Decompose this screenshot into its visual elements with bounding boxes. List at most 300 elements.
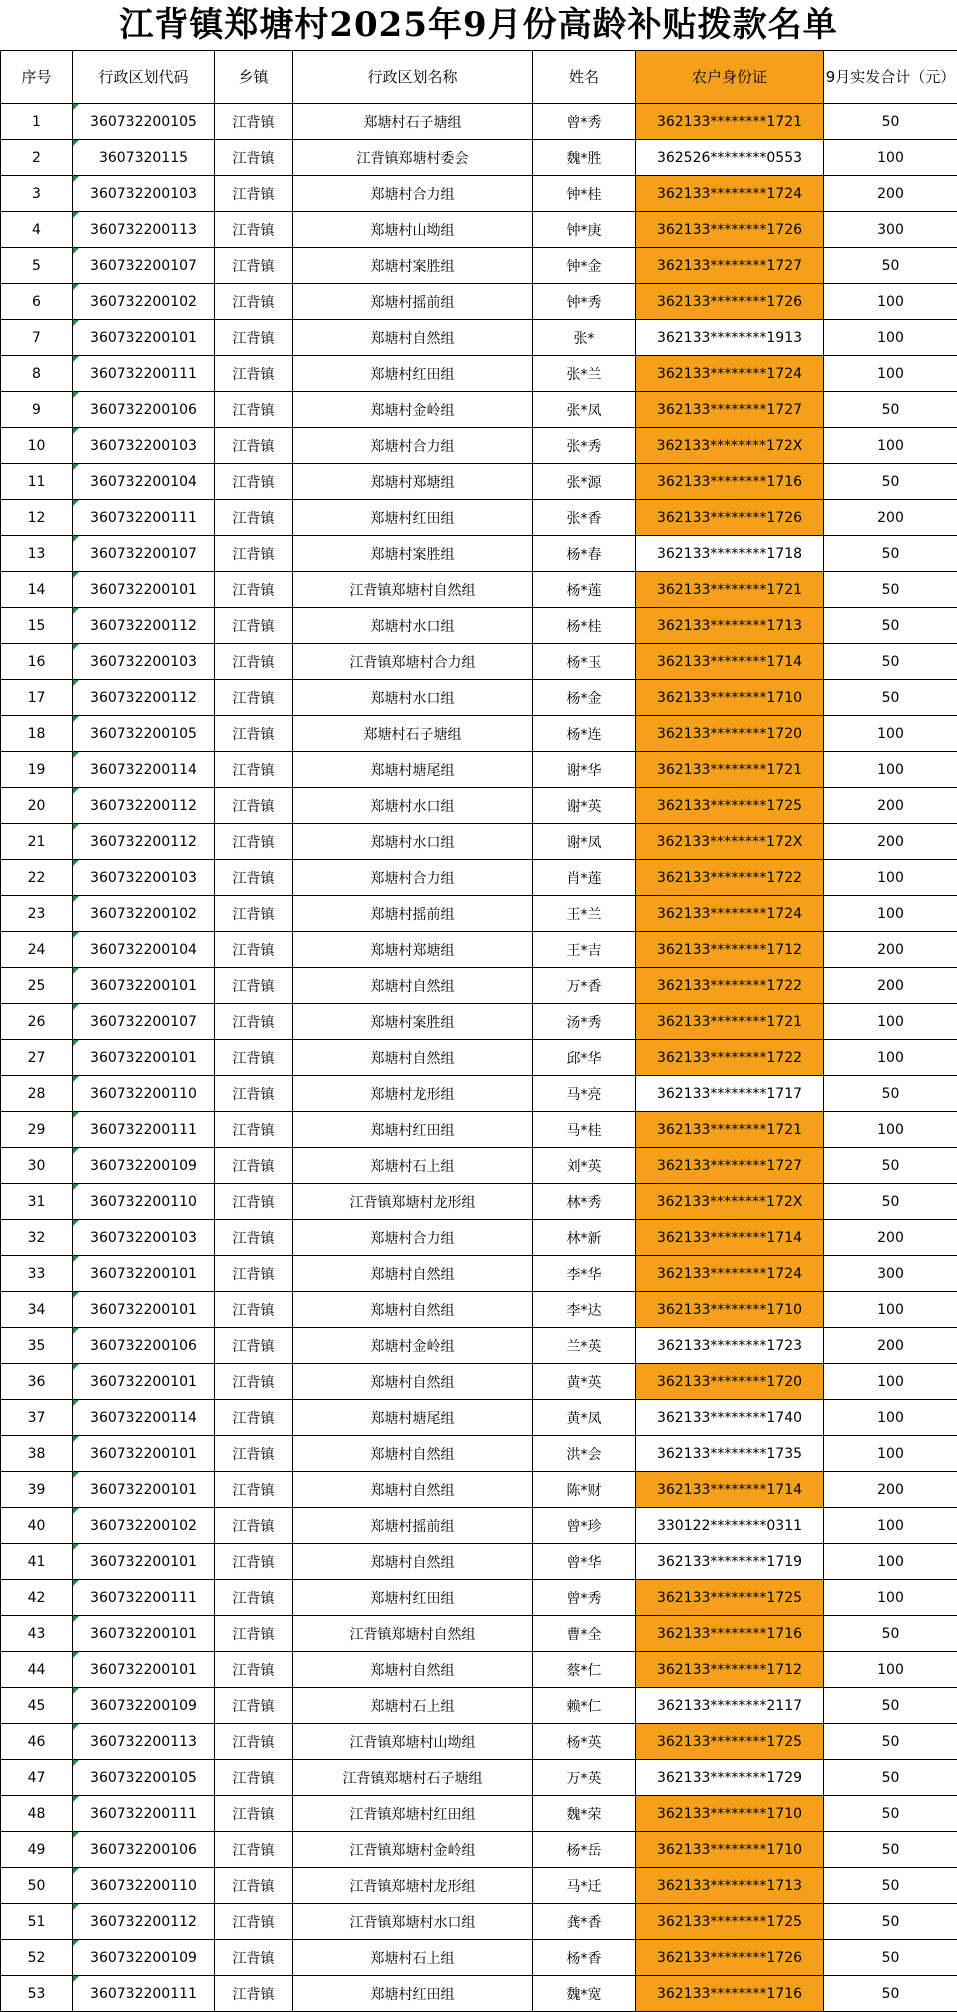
cell-town: 江背镇 [215, 1328, 293, 1364]
cell-id-number: 362133********1726 [636, 1940, 824, 1976]
table-row [1, 104, 957, 140]
cell-town: 江背镇 [215, 1976, 293, 2012]
table-row [1, 1940, 957, 1976]
table-row [1, 1688, 957, 1724]
cell-amount: 100 [824, 140, 957, 176]
cell-region-code: 360732200101 [73, 320, 215, 356]
cell-id-number: 362133********172X [636, 824, 824, 860]
cell-name: 肖*莲 [533, 860, 636, 896]
cell-amount: 100 [824, 428, 957, 464]
cell-town: 江背镇 [215, 644, 293, 680]
cell-town: 江背镇 [215, 1868, 293, 1904]
table-row [1, 1652, 957, 1688]
cell-amount: 100 [824, 1436, 957, 1472]
cell-index: 42 [1, 1580, 73, 1616]
cell-name: 林*新 [533, 1220, 636, 1256]
table-row [1, 284, 957, 320]
header-amount: 9月实发合计（元） [824, 51, 957, 104]
cell-town: 江背镇 [215, 932, 293, 968]
cell-index: 25 [1, 968, 73, 1004]
cell-amount: 100 [824, 1508, 957, 1544]
cell-amount: 100 [824, 1040, 957, 1076]
cell-id-number: 362133********1712 [636, 1652, 824, 1688]
cell-id-number: 362133********1721 [636, 104, 824, 140]
cell-town: 江背镇 [215, 356, 293, 392]
cell-id-number: 362133********1727 [636, 248, 824, 284]
cell-amount: 100 [824, 284, 957, 320]
cell-index: 17 [1, 680, 73, 716]
table-row [1, 356, 957, 392]
cell-region-code: 360732200101 [73, 968, 215, 1004]
cell-amount: 100 [824, 752, 957, 788]
cell-index: 32 [1, 1220, 73, 1256]
cell-name: 马*桂 [533, 1112, 636, 1148]
cell-id-number: 362133********2117 [636, 1688, 824, 1724]
cell-town: 江背镇 [215, 1184, 293, 1220]
cell-region-name: 江背镇郑塘村红田组 [293, 1796, 533, 1832]
cell-name: 曾*秀 [533, 104, 636, 140]
cell-name: 李*华 [533, 1256, 636, 1292]
cell-town: 江背镇 [215, 1508, 293, 1544]
cell-region-name: 郑塘村自然组 [293, 1544, 533, 1580]
table-row [1, 932, 957, 968]
table-row [1, 1004, 957, 1040]
cell-name: 曹*全 [533, 1616, 636, 1652]
cell-index: 22 [1, 860, 73, 896]
cell-town: 江背镇 [215, 1076, 293, 1112]
cell-id-number: 362133********1716 [636, 1976, 824, 2012]
cell-town: 江背镇 [215, 1400, 293, 1436]
table-row [1, 788, 957, 824]
cell-index: 31 [1, 1184, 73, 1220]
table-row [1, 536, 957, 572]
cell-region-name: 郑塘村石上组 [293, 1940, 533, 1976]
cell-town: 江背镇 [215, 1292, 293, 1328]
cell-town: 江背镇 [215, 608, 293, 644]
table-row [1, 1292, 957, 1328]
cell-id-number: 362133********1729 [636, 1760, 824, 1796]
cell-region-name: 江背镇郑塘村委会 [293, 140, 533, 176]
table-row [1, 680, 957, 716]
cell-region-code: 360732200111 [73, 500, 215, 536]
document-title: 江背镇郑塘村2025年9月份高龄补贴拨款名单 [119, 5, 838, 45]
cell-region-name: 郑塘村红田组 [293, 1976, 533, 2012]
cell-region-code: 360732200103 [73, 644, 215, 680]
cell-town: 江背镇 [215, 752, 293, 788]
cell-region-name: 郑塘村塘尾组 [293, 1400, 533, 1436]
cell-town: 江背镇 [215, 1652, 293, 1688]
cell-index: 23 [1, 896, 73, 932]
cell-name: 汤*秀 [533, 1004, 636, 1040]
cell-town: 江背镇 [215, 1112, 293, 1148]
cell-id-number: 362133********1723 [636, 1328, 824, 1364]
cell-town: 江背镇 [215, 572, 293, 608]
table-row [1, 824, 957, 860]
cell-town: 江背镇 [215, 1544, 293, 1580]
table-row [1, 1868, 957, 1904]
cell-id-number: 362133********1721 [636, 752, 824, 788]
cell-amount: 50 [824, 392, 957, 428]
cell-id-number: 362133********1725 [636, 1580, 824, 1616]
cell-region-name: 郑塘村水口组 [293, 608, 533, 644]
cell-name: 兰*英 [533, 1328, 636, 1364]
cell-amount: 50 [824, 1868, 957, 1904]
cell-region-code: 360732200106 [73, 1328, 215, 1364]
cell-amount: 50 [824, 1184, 957, 1220]
cell-index: 41 [1, 1544, 73, 1580]
table-row [1, 1112, 957, 1148]
cell-index: 49 [1, 1832, 73, 1868]
cell-region-code: 360732200111 [73, 356, 215, 392]
cell-amount: 50 [824, 1148, 957, 1184]
header-region-code: 行政区划代码 [73, 51, 215, 104]
table-row [1, 1148, 957, 1184]
cell-amount: 50 [824, 464, 957, 500]
cell-region-code: 360732200105 [73, 1760, 215, 1796]
table-row [1, 1544, 957, 1580]
cell-region-code: 360732200110 [73, 1868, 215, 1904]
cell-region-code: 360732200105 [73, 716, 215, 752]
cell-name: 杨*桂 [533, 608, 636, 644]
cell-town: 江背镇 [215, 536, 293, 572]
cell-region-name: 江背镇郑塘村自然组 [293, 572, 533, 608]
cell-region-name: 郑塘村水口组 [293, 824, 533, 860]
cell-index: 52 [1, 1940, 73, 1976]
cell-region-code: 360732200109 [73, 1148, 215, 1184]
cell-amount: 100 [824, 1292, 957, 1328]
cell-town: 江背镇 [215, 1472, 293, 1508]
cell-amount: 50 [824, 608, 957, 644]
cell-town: 江背镇 [215, 680, 293, 716]
table-row [1, 500, 957, 536]
table-row [1, 428, 957, 464]
cell-index: 3 [1, 176, 73, 212]
cell-amount: 50 [824, 1976, 957, 2012]
table-body [1, 104, 957, 2012]
cell-town: 江背镇 [215, 824, 293, 860]
cell-region-code: 360732200109 [73, 1688, 215, 1724]
cell-region-name: 郑塘村自然组 [293, 968, 533, 1004]
cell-region-name: 郑塘村摇前组 [293, 1508, 533, 1544]
cell-name: 钟*秀 [533, 284, 636, 320]
cell-index: 53 [1, 1976, 73, 2012]
header-region-name: 行政区划名称 [293, 51, 533, 104]
cell-id-number: 362133********1727 [636, 392, 824, 428]
table-row [1, 392, 957, 428]
cell-region-name: 郑塘村合力组 [293, 860, 533, 896]
cell-region-code: 360732200105 [73, 104, 215, 140]
cell-id-number: 362133********1722 [636, 968, 824, 1004]
cell-town: 江背镇 [215, 1940, 293, 1976]
cell-amount: 200 [824, 932, 957, 968]
cell-region-code: 360732200110 [73, 1184, 215, 1220]
cell-name: 曾*秀 [533, 1580, 636, 1616]
cell-amount: 50 [824, 644, 957, 680]
cell-name: 杨*春 [533, 536, 636, 572]
cell-id-number: 330122********0311 [636, 1508, 824, 1544]
cell-name: 洪*会 [533, 1436, 636, 1472]
cell-index: 4 [1, 212, 73, 248]
cell-index: 6 [1, 284, 73, 320]
cell-name: 钟*桂 [533, 176, 636, 212]
cell-index: 37 [1, 1400, 73, 1436]
cell-town: 江背镇 [215, 1796, 293, 1832]
cell-index: 44 [1, 1652, 73, 1688]
table-row [1, 1796, 957, 1832]
cell-id-number: 362133********1710 [636, 1796, 824, 1832]
cell-town: 江背镇 [215, 320, 293, 356]
cell-town: 江背镇 [215, 212, 293, 248]
table-row [1, 572, 957, 608]
cell-name: 黄*英 [533, 1364, 636, 1400]
cell-id-number: 362133********172X [636, 1184, 824, 1220]
cell-region-name: 郑塘村金岭组 [293, 1328, 533, 1364]
table-row [1, 968, 957, 1004]
table-row [1, 1832, 957, 1868]
cell-region-name: 郑塘村红田组 [293, 500, 533, 536]
cell-region-code: 360732200107 [73, 1004, 215, 1040]
cell-region-code: 360732200111 [73, 1796, 215, 1832]
cell-name: 张*秀 [533, 428, 636, 464]
cell-region-name: 郑塘村摇前组 [293, 896, 533, 932]
cell-region-code: 360732200101 [73, 1292, 215, 1328]
cell-region-code: 360732200106 [73, 1832, 215, 1868]
cell-region-code: 360732200103 [73, 176, 215, 212]
cell-region-code: 360732200114 [73, 752, 215, 788]
cell-name: 谢*凤 [533, 824, 636, 860]
cell-name: 张*兰 [533, 356, 636, 392]
cell-region-name: 郑塘村红田组 [293, 1580, 533, 1616]
cell-name: 魏*胜 [533, 140, 636, 176]
cell-amount: 50 [824, 1076, 957, 1112]
cell-region-code: 360732200113 [73, 212, 215, 248]
cell-region-name: 郑塘村自然组 [293, 1292, 533, 1328]
table-row [1, 608, 957, 644]
cell-amount: 100 [824, 320, 957, 356]
cell-town: 江背镇 [215, 1904, 293, 1940]
cell-id-number: 362133********1740 [636, 1400, 824, 1436]
cell-region-code: 360732200114 [73, 1400, 215, 1436]
cell-name: 张*凤 [533, 392, 636, 428]
cell-id-number: 362133********1714 [636, 1220, 824, 1256]
cell-index: 7 [1, 320, 73, 356]
cell-region-name: 江背镇郑塘村龙形组 [293, 1184, 533, 1220]
cell-town: 江背镇 [215, 464, 293, 500]
cell-town: 江背镇 [215, 104, 293, 140]
cell-region-code: 360732200101 [73, 1544, 215, 1580]
cell-town: 江背镇 [215, 1364, 293, 1400]
cell-index: 16 [1, 644, 73, 680]
cell-region-name: 江背镇郑塘村自然组 [293, 1616, 533, 1652]
cell-amount: 100 [824, 1364, 957, 1400]
cell-region-name: 郑塘村水口组 [293, 788, 533, 824]
cell-name: 谢*华 [533, 752, 636, 788]
cell-name: 王*兰 [533, 896, 636, 932]
cell-index: 11 [1, 464, 73, 500]
table-row [1, 1328, 957, 1364]
cell-amount: 200 [824, 968, 957, 1004]
cell-region-name: 郑塘村石上组 [293, 1148, 533, 1184]
cell-town: 江背镇 [215, 1148, 293, 1184]
cell-name: 曾*华 [533, 1544, 636, 1580]
cell-amount: 50 [824, 104, 957, 140]
cell-name: 李*达 [533, 1292, 636, 1328]
cell-region-code: 360732200112 [73, 608, 215, 644]
cell-region-code: 360732200103 [73, 1220, 215, 1256]
cell-id-number: 362133********1710 [636, 680, 824, 716]
cell-region-code: 360732200112 [73, 680, 215, 716]
cell-id-number: 362133********1724 [636, 356, 824, 392]
cell-index: 34 [1, 1292, 73, 1328]
cell-amount: 100 [824, 1112, 957, 1148]
cell-id-number: 362133********1722 [636, 1040, 824, 1076]
cell-amount: 200 [824, 176, 957, 212]
cell-region-code: 360732200103 [73, 428, 215, 464]
cell-region-name: 郑塘村龙形组 [293, 1076, 533, 1112]
cell-name: 钟*金 [533, 248, 636, 284]
cell-index: 38 [1, 1436, 73, 1472]
header-id-number: 农户身份证 [636, 51, 824, 104]
cell-index: 14 [1, 572, 73, 608]
cell-id-number: 362133********1727 [636, 1148, 824, 1184]
cell-region-name: 郑塘村石子塘组 [293, 104, 533, 140]
table-row [1, 320, 957, 356]
cell-amount: 200 [824, 1328, 957, 1364]
cell-index: 45 [1, 1688, 73, 1724]
cell-region-code: 360732200101 [73, 1616, 215, 1652]
cell-id-number: 362133********1726 [636, 212, 824, 248]
cell-id-number: 362133********1735 [636, 1436, 824, 1472]
cell-region-name: 郑塘村山坳组 [293, 212, 533, 248]
cell-region-name: 江背镇郑塘村石子塘组 [293, 1760, 533, 1796]
header-name: 姓名 [533, 51, 636, 104]
cell-name: 马*亮 [533, 1076, 636, 1112]
cell-region-code: 360732200101 [73, 1256, 215, 1292]
cell-id-number: 362133********1720 [636, 716, 824, 752]
cell-region-code: 360732200101 [73, 1436, 215, 1472]
cell-index: 21 [1, 824, 73, 860]
cell-amount: 50 [824, 248, 957, 284]
cell-name: 马*迁 [533, 1868, 636, 1904]
cell-region-code: 360732200101 [73, 1472, 215, 1508]
cell-id-number: 362133********1710 [636, 1832, 824, 1868]
cell-index: 12 [1, 500, 73, 536]
cell-region-code: 360732200101 [73, 1364, 215, 1400]
table-row [1, 1724, 957, 1760]
cell-index: 46 [1, 1724, 73, 1760]
cell-amount: 300 [824, 212, 957, 248]
cell-amount: 100 [824, 860, 957, 896]
cell-town: 江背镇 [215, 896, 293, 932]
cell-region-code: 360732200101 [73, 572, 215, 608]
cell-name: 钟*庚 [533, 212, 636, 248]
table-row [1, 1400, 957, 1436]
cell-town: 江背镇 [215, 1832, 293, 1868]
cell-town: 江背镇 [215, 968, 293, 1004]
cell-amount: 200 [824, 824, 957, 860]
cell-town: 江背镇 [215, 1616, 293, 1652]
cell-id-number: 362526********0553 [636, 140, 824, 176]
subsidy-table [0, 50, 957, 2012]
cell-region-name: 郑塘村自然组 [293, 320, 533, 356]
cell-id-number: 362133********1725 [636, 1724, 824, 1760]
cell-town: 江背镇 [215, 1004, 293, 1040]
cell-index: 10 [1, 428, 73, 464]
cell-town: 江背镇 [215, 1760, 293, 1796]
cell-region-name: 郑塘村合力组 [293, 428, 533, 464]
cell-name: 杨*莲 [533, 572, 636, 608]
cell-region-name: 郑塘村红田组 [293, 356, 533, 392]
cell-id-number: 362133********1913 [636, 320, 824, 356]
table-row [1, 1472, 957, 1508]
cell-town: 江背镇 [215, 428, 293, 464]
cell-name: 邱*华 [533, 1040, 636, 1076]
cell-region-name: 江背镇郑塘村金岭组 [293, 1832, 533, 1868]
cell-id-number: 362133********1710 [636, 1292, 824, 1328]
cell-region-code: 360732200112 [73, 1904, 215, 1940]
cell-region-name: 郑塘村案胜组 [293, 248, 533, 284]
cell-amount: 100 [824, 1004, 957, 1040]
cell-town: 江背镇 [215, 140, 293, 176]
cell-index: 50 [1, 1868, 73, 1904]
cell-name: 魏*荣 [533, 1796, 636, 1832]
cell-amount: 50 [824, 1832, 957, 1868]
cell-name: 王*吉 [533, 932, 636, 968]
cell-region-name: 郑塘村自然组 [293, 1256, 533, 1292]
cell-amount: 50 [824, 1904, 957, 1940]
cell-town: 江背镇 [215, 284, 293, 320]
cell-region-code: 360732200109 [73, 1940, 215, 1976]
table-row [1, 716, 957, 752]
table-row [1, 1220, 957, 1256]
cell-region-code: 360732200102 [73, 896, 215, 932]
cell-amount: 100 [824, 1400, 957, 1436]
cell-town: 江背镇 [215, 1580, 293, 1616]
cell-name: 赖*仁 [533, 1688, 636, 1724]
cell-id-number: 362133********1722 [636, 860, 824, 896]
cell-town: 江背镇 [215, 1688, 293, 1724]
cell-amount: 50 [824, 1940, 957, 1976]
table-row [1, 1076, 957, 1112]
cell-region-name: 江背镇郑塘村水口组 [293, 1904, 533, 1940]
cell-amount: 50 [824, 1724, 957, 1760]
cell-region-code: 360732200102 [73, 284, 215, 320]
cell-region-name: 郑塘村自然组 [293, 1436, 533, 1472]
cell-id-number: 362133********1712 [636, 932, 824, 968]
cell-index: 29 [1, 1112, 73, 1148]
cell-region-code: 360732200112 [73, 788, 215, 824]
cell-region-name: 郑塘村石上组 [293, 1688, 533, 1724]
cell-index: 2 [1, 140, 73, 176]
cell-region-code: 3607320115 [73, 140, 215, 176]
cell-town: 江背镇 [215, 1040, 293, 1076]
cell-amount: 100 [824, 1580, 957, 1616]
cell-amount: 50 [824, 1688, 957, 1724]
cell-name: 林*秀 [533, 1184, 636, 1220]
cell-index: 8 [1, 356, 73, 392]
table-row [1, 212, 957, 248]
cell-id-number: 362133********1714 [636, 1472, 824, 1508]
cell-amount: 50 [824, 1616, 957, 1652]
cell-region-name: 郑塘村自然组 [293, 1040, 533, 1076]
table-row [1, 896, 957, 932]
cell-name: 张*源 [533, 464, 636, 500]
cell-region-code: 360732200103 [73, 860, 215, 896]
table-row [1, 1184, 957, 1220]
cell-index: 15 [1, 608, 73, 644]
cell-region-name: 郑塘村案胜组 [293, 536, 533, 572]
cell-region-code: 360732200113 [73, 1724, 215, 1760]
